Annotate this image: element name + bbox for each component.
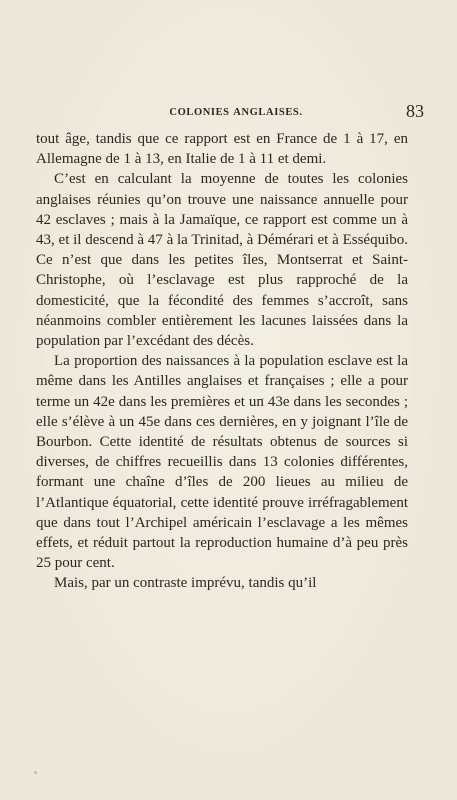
paragraph: tout âge, tandis que ce rapport est en France de 1 à 17, en Allemagne de 1 à 13, en Italie de 1 à 11 et demi. <box>36 131 408 168</box>
paragraph: Mais, par un contraste imprévu, tandis qu’il <box>54 575 317 592</box>
body-text <box>36 129 408 594</box>
page-header <box>36 101 436 122</box>
paragraph: C’est en calculant la moyenne de toutes les colonies anglaises réunies qu’on trouve une naissance annuelle pour 42 esclaves ; mais à la Jamaïque, ce rapport est comme un à 43, et il descend à 47 à la Trinitad, à Démérari et à Esséquibo. Ce n’est que dans les petites îles, Montserrat et Saint-Christophe, où l’esclavage est plus rapproché de la domesticité, que la fécondité des femmes s’accroît, sans néanmoins combler entièrement les lacunes laissées dans la population par l’excédant des décès. <box>36 171 408 350</box>
paragraph: La proportion des naissances à la population esclave est la même dans les Antilles anglaises et françaises ; elle a pour terme un 42e dans les premières et un 43e dans les secondes ; elle s’élève à un 45e dans ces dernières, en y joignant l’île de Bourbon. Cette identité de résultats obtenus de sources si diverses, de chiffres recueillis dans 13 colonies différentes, formant une chaîne d’îles de 200 lieues au milieu de l’Atlantique équatorial, cette identité prouve irréfragablement que dans tout l’Archipel américain l’esclavage a les mêmes effets, et réduit partout la reproduction humaine d’à peu près 25 pour cent. <box>36 353 408 572</box>
page-number: 83 <box>406 101 424 121</box>
paper-spot <box>34 771 37 774</box>
running-title: COLONIES ANGLAISES. <box>169 107 303 118</box>
